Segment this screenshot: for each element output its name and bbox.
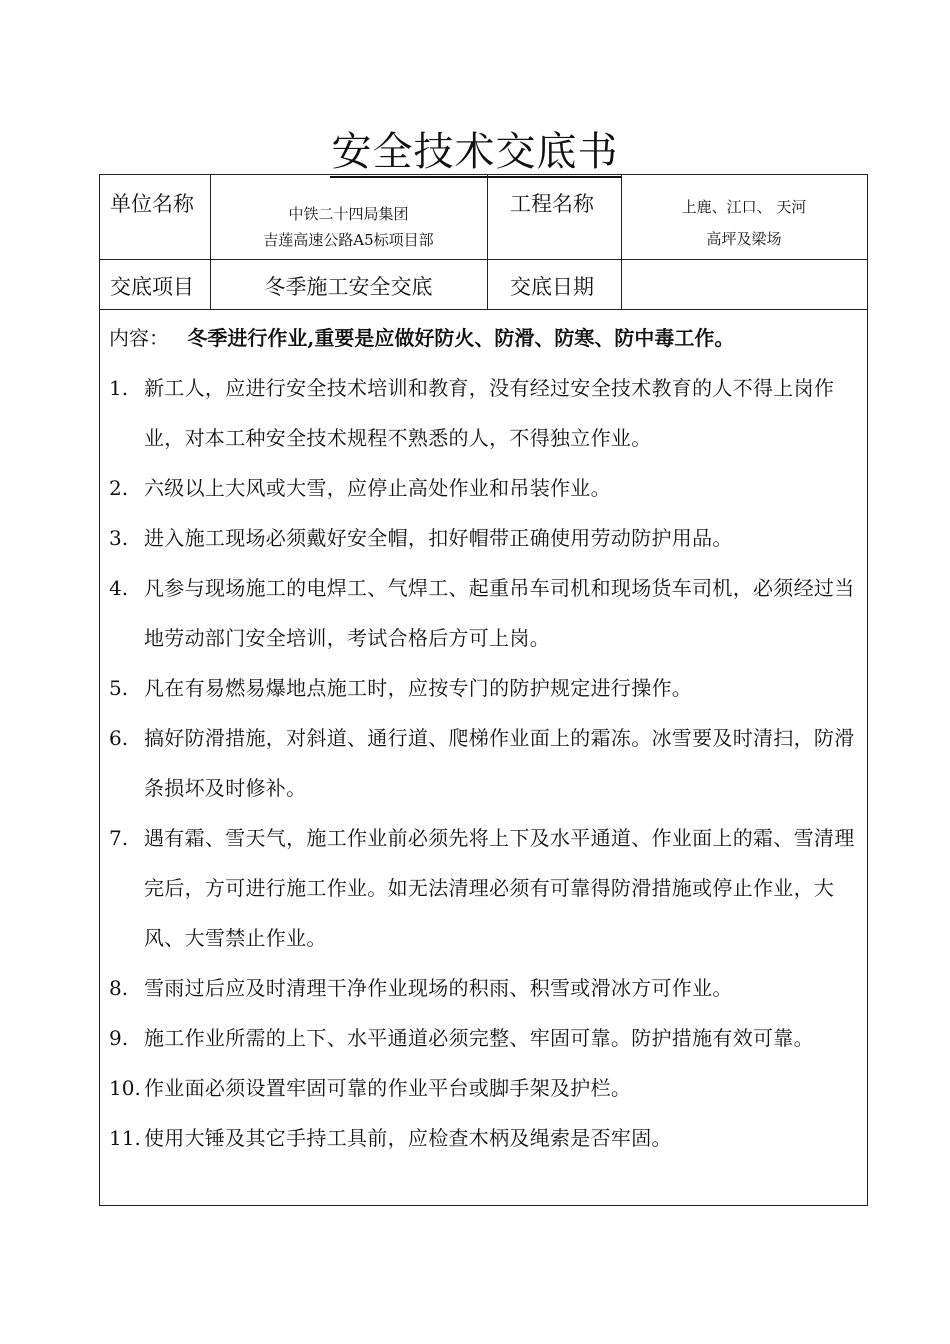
list-item [109, 1063, 859, 1113]
list-item-text: 新工人，应进行安全技术培训和教育，没有经过安全技术教育的人不得上岗作业，对本工种安全技术规程不熟悉的人，不得独立作业。 [144, 376, 835, 450]
document-title-text: 安全技术交底书 [330, 128, 621, 178]
content-summary: 冬季进行作业,重要是应做好防火、防滑、防寒、防中毒工作。 [187, 326, 735, 350]
list-item-text: 凡参与现场施工的电焊工、气焊工、起重吊车司机和现场货车司机，必须经过当地劳动部门安全培训，考试合格后方可上岗。 [144, 576, 855, 650]
project-name-label: 工程名称 [510, 192, 594, 216]
project-name-line1: 上鹿、江口、 天河 [681, 198, 807, 216]
list-item-number: 4. [109, 576, 129, 600]
list-item-number: 10. [109, 1076, 141, 1100]
list-item-text: 凡在有易燃易爆地点施工时，应按专门的防护规定进行操作。 [144, 676, 693, 700]
table-row-divider [100, 309, 867, 310]
disclosure-item-label: 交底项目 [110, 275, 194, 299]
list-item [109, 1113, 859, 1163]
disclosure-form-table [99, 174, 868, 1206]
list-item [109, 513, 859, 563]
list-item [109, 563, 859, 663]
list-item [109, 463, 859, 513]
unit-name-label: 单位名称 [110, 192, 194, 216]
disclosure-date-label: 交底日期 [510, 275, 594, 299]
list-item-number: 3. [109, 526, 129, 550]
table-row-divider [100, 259, 867, 260]
content-label: 内容： [109, 326, 169, 350]
list-item [109, 1013, 859, 1063]
list-item-number: 11. [109, 1126, 141, 1150]
list-item-text: 雪雨过后应及时清理干净作业现场的积雨、积雪或滑冰方可作业。 [144, 976, 733, 1000]
list-item-number: 8. [109, 976, 129, 1000]
list-item-text: 作业面必须设置牢固可靠的作业平台或脚手架及护栏。 [144, 1076, 632, 1100]
unit-name-line2: 吉莲高速公路A5标项目部 [263, 231, 434, 249]
disclosure-content [109, 313, 859, 1163]
disclosure-item-value: 冬季施工安全交底 [264, 275, 433, 299]
unit-name-value [210, 201, 487, 253]
list-item-number: 7. [109, 826, 129, 850]
list-item-number: 6. [109, 726, 129, 750]
content-intro [109, 313, 859, 363]
project-name-value [621, 191, 867, 255]
list-item-number: 2. [109, 476, 129, 500]
list-item [109, 813, 859, 963]
list-item [109, 363, 859, 463]
list-item-text: 遇有霜、雪天气，施工作业前必须先将上下及水平通道、作业面上的霜、雪清理完后，方可进行施工作业。如无法清理必须有可靠得防滑措施或停止作业，大风、大雪禁止作业。 [144, 826, 855, 950]
list-item-number: 1. [109, 376, 129, 400]
list-item-number: 5. [109, 676, 129, 700]
list-item [109, 713, 859, 813]
list-item-number: 9. [109, 1026, 129, 1050]
unit-name-line1: 中铁二十四局集团 [288, 205, 409, 223]
list-item [109, 963, 859, 1013]
project-name-line2: 高坪及梁场 [706, 230, 782, 248]
table-col-divider [487, 175, 488, 309]
safety-items-list [109, 363, 859, 1163]
document-title [0, 126, 950, 178]
list-item-text: 使用大锤及其它手持工具前，应检查木柄及绳索是否牢固。 [144, 1126, 672, 1150]
list-item-text: 搞好防滑措施，对斜道、通行道、爬梯作业面上的霜冻。冰雪要及时清扫，防滑条损坏及时修补。 [144, 726, 855, 800]
list-item [109, 663, 859, 713]
list-item-text: 六级以上大风或大雪，应停止高处作业和吊装作业。 [144, 476, 611, 500]
list-item-text: 施工作业所需的上下、水平通道必须完整、牢固可靠。防护措施有效可靠。 [144, 1026, 814, 1050]
list-item-text: 进入施工现场必须戴好安全帽，扣好帽带正确使用劳动防护用品。 [144, 526, 733, 550]
